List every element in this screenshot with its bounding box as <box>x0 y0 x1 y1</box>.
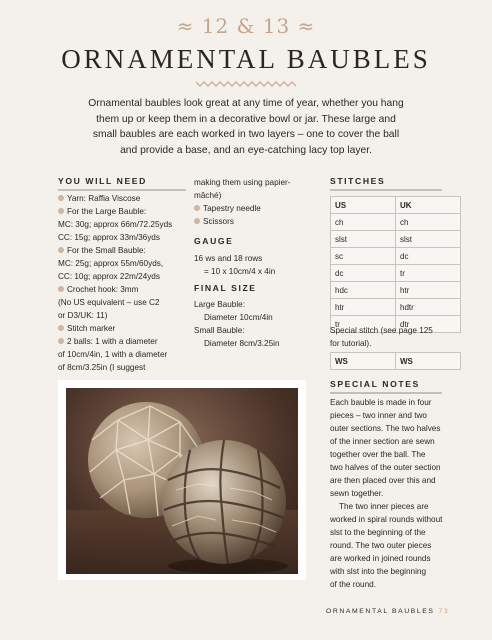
bullet-item <box>58 322 190 335</box>
column-header-uk: UK <box>396 197 461 214</box>
special-notes-line: of the round. <box>330 580 376 589</box>
continuation-line <box>58 270 190 283</box>
special-notes-line: slst to the beginning of the <box>330 528 426 537</box>
bauble-photo-illustration <box>58 380 306 580</box>
heading-rule <box>330 189 442 191</box>
stitch-uk: tr <box>396 265 461 282</box>
materials-list <box>58 192 190 374</box>
you-will-need-heading: YOU WILL NEED <box>58 176 147 186</box>
continuation-line <box>58 218 190 231</box>
special-stitch-row <box>331 353 461 370</box>
stitch-uk: dtr <box>396 316 461 333</box>
continuation-line <box>58 257 190 270</box>
item-text: of 8cm/3.25in (I suggest <box>58 363 146 372</box>
final-size-text <box>194 298 280 350</box>
small-bauble-label: Small Bauble: <box>194 326 245 335</box>
item-text: 2 balls: 1 with a diameter <box>67 337 158 346</box>
special-stitch-table <box>330 352 461 370</box>
continuation-line <box>58 309 190 322</box>
item-text: CC: 10g; approx 22m/24yds <box>58 272 160 281</box>
stitch-uk: htr <box>396 282 461 299</box>
column-header-us: US <box>331 197 396 214</box>
item-text: mâché) <box>194 191 222 200</box>
special-notes-heading: SPECIAL NOTES <box>330 379 420 389</box>
special-stitch-note <box>330 324 433 350</box>
large-bauble-label: Large Bauble: <box>194 300 245 309</box>
intro-paragraph: Ornamental baubles look great at any time of year, whether you hang them up or keep them in a decorative bowl or jar. These large and small baubles are each worked in two layers – one to cover the ball and provide a base, and an eye-catching lacy top layer. <box>88 98 404 156</box>
special-notes-line: outer sections. The two halves <box>330 424 441 433</box>
bullet-dot-icon <box>58 325 64 331</box>
bullet-item <box>58 335 190 348</box>
special-notes-line: are then placed over this and <box>330 476 436 485</box>
bauble-photo <box>58 380 306 580</box>
gauge-heading: GAUGE <box>194 236 234 246</box>
continuation-line <box>194 189 322 202</box>
special-notes-line: together over the ball. The <box>330 450 426 459</box>
stitches-heading: STITCHES <box>330 176 386 186</box>
stitch-us: ch <box>331 214 396 231</box>
special-stitch-uk: WS <box>396 353 461 370</box>
special-stitch-line-1: Special stitch (see page 125 <box>330 326 433 335</box>
bullet-dot-icon <box>58 338 64 344</box>
special-notes-line: with slst into the beginning <box>330 567 427 576</box>
stitches-table <box>330 196 461 333</box>
bullet-dot-icon <box>58 208 64 214</box>
special-notes-line: two halves of the outer section <box>330 463 441 472</box>
item-text: Crochet hook: 3mm <box>67 285 139 294</box>
stitch-uk: ch <box>396 214 461 231</box>
page-number: 73 <box>438 608 450 615</box>
bullet-item <box>58 244 190 257</box>
stitches-table-row <box>331 265 461 282</box>
heading-rule <box>58 189 186 191</box>
special-notes-line: worked in spiral rounds without <box>330 515 443 524</box>
special-notes-line: are worked in joined rounds <box>330 554 431 563</box>
zigzag-divider-icon <box>196 80 296 88</box>
continuation-line <box>58 296 190 309</box>
bullet-dot-icon <box>58 195 64 201</box>
stitch-uk: slst <box>396 231 461 248</box>
special-stitch-line-2: for tutorial). <box>330 339 372 348</box>
bullet-dot-icon <box>58 247 64 253</box>
item-text: For the Large Bauble: <box>67 207 147 216</box>
stitches-table-row <box>331 299 461 316</box>
bullet-item <box>58 205 190 218</box>
bullet-item <box>58 283 190 296</box>
continuation-line <box>194 176 322 189</box>
bullet-item <box>194 202 322 215</box>
continuation-line <box>58 361 190 374</box>
continuation-line <box>58 231 190 244</box>
item-text: Tapestry needle <box>203 204 261 213</box>
special-notes-line: round. The two outer pieces <box>330 541 432 550</box>
gauge-text <box>194 252 275 278</box>
large-bauble-diameter: Diameter 10cm/4in <box>204 313 273 322</box>
stitches-table-row <box>331 282 461 299</box>
bullet-dot-icon <box>194 218 200 224</box>
pattern-number-label: 12 & 13 <box>201 14 291 38</box>
bullet-item <box>58 192 190 205</box>
item-text: making them using papier- <box>194 178 291 187</box>
bullet-item <box>194 215 322 228</box>
heading-rule <box>330 392 442 394</box>
item-text: of 10cm/4in, 1 with a diameter <box>58 350 168 359</box>
stitch-us: dc <box>331 265 396 282</box>
item-text: CC: 15g; approx 33m/36yds <box>58 233 160 242</box>
stitch-us: tr <box>331 316 396 333</box>
stitches-table-row <box>331 214 461 231</box>
stitch-us: htr <box>331 299 396 316</box>
pattern-number <box>0 14 492 38</box>
stitch-uk: dc <box>396 248 461 265</box>
stitch-uk: hdtr <box>396 299 461 316</box>
continuation-line <box>58 348 190 361</box>
bullet-dot-icon <box>194 205 200 211</box>
special-stitch-us: WS <box>331 353 396 370</box>
stitches-table-row <box>331 231 461 248</box>
stitch-us: sc <box>331 248 396 265</box>
special-notes-text <box>330 396 450 591</box>
item-text: For the Small Bauble: <box>67 246 146 255</box>
item-text: Yarn: Raffia Viscose <box>67 194 141 203</box>
running-title: ORNAMENTAL BAUBLES <box>326 608 435 615</box>
tilde-right-ornament: ≈ <box>290 14 316 38</box>
gauge-line-1: 16 ws and 18 rows <box>194 254 263 263</box>
item-text: MC: 30g; approx 66m/72.25yds <box>58 220 173 229</box>
small-bauble-diameter: Diameter 8cm/3.25in <box>204 339 280 348</box>
page-title: ORNAMENTAL BAUBLES <box>61 44 431 74</box>
item-text: Stitch marker <box>67 324 116 333</box>
special-notes-line: The two inner pieces are <box>330 502 429 511</box>
stitch-us: hdc <box>331 282 396 299</box>
stitches-table-row <box>331 248 461 265</box>
tilde-left-ornament: ≈ <box>176 14 202 38</box>
special-notes-line: of the inner section are sewn <box>330 437 435 446</box>
item-text: (No US equivalent – use C2 <box>58 298 160 307</box>
stitch-us: slst <box>331 231 396 248</box>
item-text: MC: 25g; approx 55m/60yds, <box>58 259 164 268</box>
final-size-heading: FINAL SIZE <box>194 283 257 293</box>
bullet-dot-icon <box>58 286 64 292</box>
special-notes-line: Each bauble is made in four <box>330 398 432 407</box>
item-text: Scissors <box>203 217 234 226</box>
item-text: or D3/UK: 11) <box>58 311 108 320</box>
gauge-line-2: = 10 x 10cm/4 x 4in <box>204 267 276 276</box>
page-footer <box>326 608 449 615</box>
special-notes-line: pieces – two inner and two <box>330 411 427 420</box>
stitches-table-header-row <box>331 197 461 214</box>
materials-list-continued <box>194 176 322 228</box>
special-notes-line: sewn together. <box>330 489 384 498</box>
